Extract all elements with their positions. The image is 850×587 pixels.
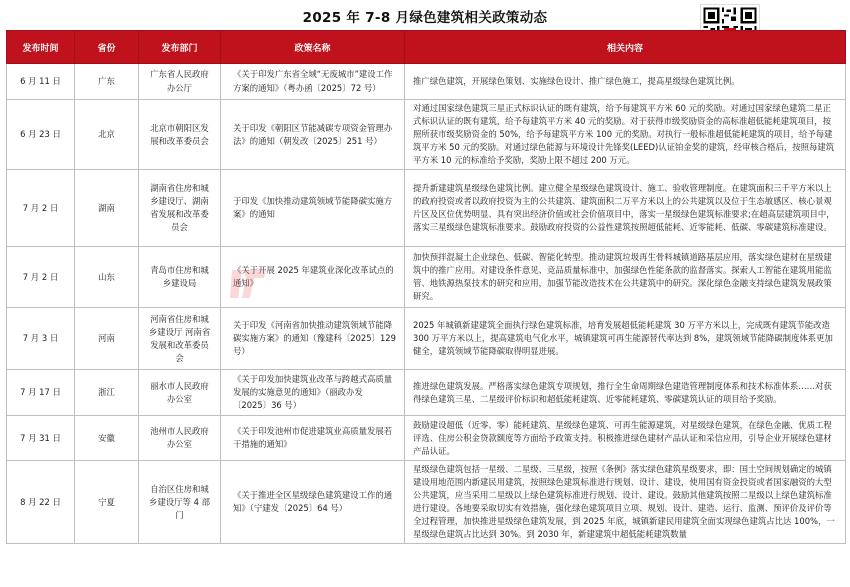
cell-content: 加快预拌混凝土企业绿色、低碳、智能化转型。推动建筑垃圾再生骨料城镇道路基层应用，落实绿色建材在星级建筑中的推广应用。对建设条件意见、竞品质量标准中，加强绿色性能条款的监督落实。探索人工智能在建筑用能监管、地铁源热泵技术的研究和应用，加强节能改造技术在公共建筑中的研究。深化绿色金融支持绿色建筑发展政策研究。	[405, 247, 846, 308]
cell-dept: 广东省人民政府办公厅	[139, 64, 221, 100]
cell-policy: 《关于推进全区星级绿色建筑建设工作的通知》（宁建发〔2025〕64 号）	[221, 461, 405, 544]
cell-province: 宁夏	[75, 461, 139, 544]
table-row	[7, 100, 846, 170]
cell-dept: 丽水市人民政府办公室	[139, 370, 221, 416]
col-header-policy: 政策名称	[221, 31, 405, 64]
cell-content: 2025 年城镇新建建筑全面执行绿色建筑标准，培育发展超低能耗建筑 30 万平方米以上，完成既有建筑节能改造 300 万平方米以上，提高建筑电气化水平，城镇建筑可再生能源替代率达到 8%，建筑领域节能降碳制度体系更加健全，建筑领域节能降碳取得明显进展。	[405, 308, 846, 370]
cell-content: 鼓励建设超低（近零、零）能耗建筑、星级绿色建筑、可再生能源建筑，对星级绿色建筑，在绿色金融、优质工程评选、住房公积金贷款额度等方面给予政策支持。积极推进绿色建材产品认证和采信应用，引导企业开展绿色建材产品认证。	[405, 416, 846, 461]
cell-province: 山东	[75, 247, 139, 308]
cell-dept: 河南省住房和城乡建设厅 河南省发展和改革委员会	[139, 308, 221, 370]
table-header-row	[7, 31, 846, 64]
table-row	[7, 64, 846, 100]
table-row	[7, 308, 846, 370]
col-header-content: 相关内容	[405, 31, 846, 64]
cell-dept: 青岛市住房和城乡建设局	[139, 247, 221, 308]
cell-content: 推广绿色建筑，开展绿色策划、实施绿色设计、推广绿色施工，提高星级绿色建筑比例。	[405, 64, 846, 100]
table-row	[7, 416, 846, 461]
col-header-province: 省份	[75, 31, 139, 64]
cell-date: 7 月 2 日	[7, 247, 75, 308]
cell-policy: 《关于开展 2025 年建筑业深化改革试点的通知》	[221, 247, 405, 308]
cell-content: 提升新建建筑星级绿色建筑比例。建立健全星级绿色建筑设计、施工、验收管理制度。在建筑面积三千平方米以上的政府投资或者以政府投资为主的公共建筑、建筑面积二万平方米以上的公共建筑以及位于生态敏感区、核心景观片区及区位优势明显、具有突出经济价值或社会价值项目中，落实一星级绿色建筑标准要求;在超高层建筑项目中，落实三星级绿色建筑标准要求。鼓励政府投资的公益性建筑按照超低能耗、近零能耗、低碳、零碳建筑标准建设。	[405, 170, 846, 247]
cell-dept: 湖南省住房和城乡建设厅、湖南省发展和改革委员会	[139, 170, 221, 247]
cell-policy: 于印发《加快推动建筑领域节能降碳实施方案》的通知	[221, 170, 405, 247]
cell-policy: 《关于印发池州市促进建筑业高质量发展若干措施的通知》	[221, 416, 405, 461]
cell-dept: 北京市朝阳区发展和改革委员会	[139, 100, 221, 170]
cell-content: 对通过国家绿色建筑三星正式标识认证的既有建筑，给予每建筑平方米 60 元的奖励。对通过国家绿色建筑二星正式标识认证的既有建筑，给予每建筑平方米 40 元的奖励。对于获得市级奖励资金的高标准超低能耗建筑项目，按照所获市级奖励资金的 50%，给予每建筑平方米 100 元的奖励。对执行一般标准超低能耗建筑的项目，给予每建筑平方米 50 元的奖励。对通过绿色能源与环境设计先锋奖(LEED)认证铂金奖的建筑，经审核合格后，按照每建筑平方米 10 元的标准给予奖励，奖励上限不超过 200 万元。	[405, 100, 846, 170]
cell-content: 推进绿色建筑发展。严格落实绿色建筑专项规划，推行全生命周期绿色建造管理制度体系和技术标准体系……对获得绿色建筑三星、二星级评价标识和超低能耗建筑、近零能耗建筑、零碳建筑认证的项目给予奖励。	[405, 370, 846, 416]
cell-province: 安徽	[75, 416, 139, 461]
col-header-date: 发布时间	[7, 31, 75, 64]
policy-table	[6, 30, 846, 544]
cell-date: 7 月 31 日	[7, 416, 75, 461]
cell-policy: 关于印发《河南省加快推动建筑领域节能降碳实施方案》的通知（豫建科〔2025〕129 号）	[221, 308, 405, 370]
cell-date: 6 月 23 日	[7, 100, 75, 170]
cell-province: 广东	[75, 64, 139, 100]
table-row	[7, 370, 846, 416]
cell-policy: 《关于印发广东省全域“无废城市”建设工作方案的通知》（粤办函〔2025〕72 号）	[221, 64, 405, 100]
cell-policy: 《关于印发加快建筑业改革与跨越式高质量发展的实施意见的通知》（丽政办发〔2025〕36 号）	[221, 370, 405, 416]
table-row	[7, 247, 846, 308]
table-row	[7, 461, 846, 544]
cell-date: 8 月 22 日	[7, 461, 75, 544]
cell-province: 河南	[75, 308, 139, 370]
cell-province: 北京	[75, 100, 139, 170]
cell-province: 湖南	[75, 170, 139, 247]
cell-dept: 池州市人民政府办公室	[139, 416, 221, 461]
cell-date: 7 月 2 日	[7, 170, 75, 247]
policy-table-container	[6, 30, 845, 544]
cell-province: 浙江	[75, 370, 139, 416]
cell-policy: 关于印发《朝阳区节能减碳专项资金管理办法》的通知（朝发改〔2025〕251 号）	[221, 100, 405, 170]
col-header-dept: 发布部门	[139, 31, 221, 64]
cell-date: 6 月 11 日	[7, 64, 75, 100]
table-row	[7, 170, 846, 247]
cell-dept: 自治区住房和城乡建设厅等 4 部门	[139, 461, 221, 544]
cell-date: 7 月 3 日	[7, 308, 75, 370]
page-title: 2025 年 7-8 月绿色建筑相关政策动态	[302, 10, 548, 26]
cell-date: 7 月 17 日	[7, 370, 75, 416]
cell-content: 星级绿色建筑包括一星级、二星级、三星级，按照《条例》落实绿色建筑星级要求，即：国土空间规划确定的城镇建设用地范围内新建民用建筑，按照绿色建筑标准进行规划、设计、建设，使用国有资金投资或者国家融资的大型公共建筑，应当采用二星级以上绿色建筑标准进行规划、设计、建设。鼓励其他建筑按照二星级以上绿色建筑标准进行建设。各地要采取切实有效措施，强化绿色建筑项目立项、规划、设计、建造、运行、监测、预评价及评价等全过程管理，加快推进星级绿色建筑发展，到 2025 年底，城镇新建民用建筑全面实现绿色建筑占比达 100%，一星级绿色建筑占比达到 30%。到 2030 年，新建建筑中超低能耗建筑数量	[405, 461, 846, 544]
